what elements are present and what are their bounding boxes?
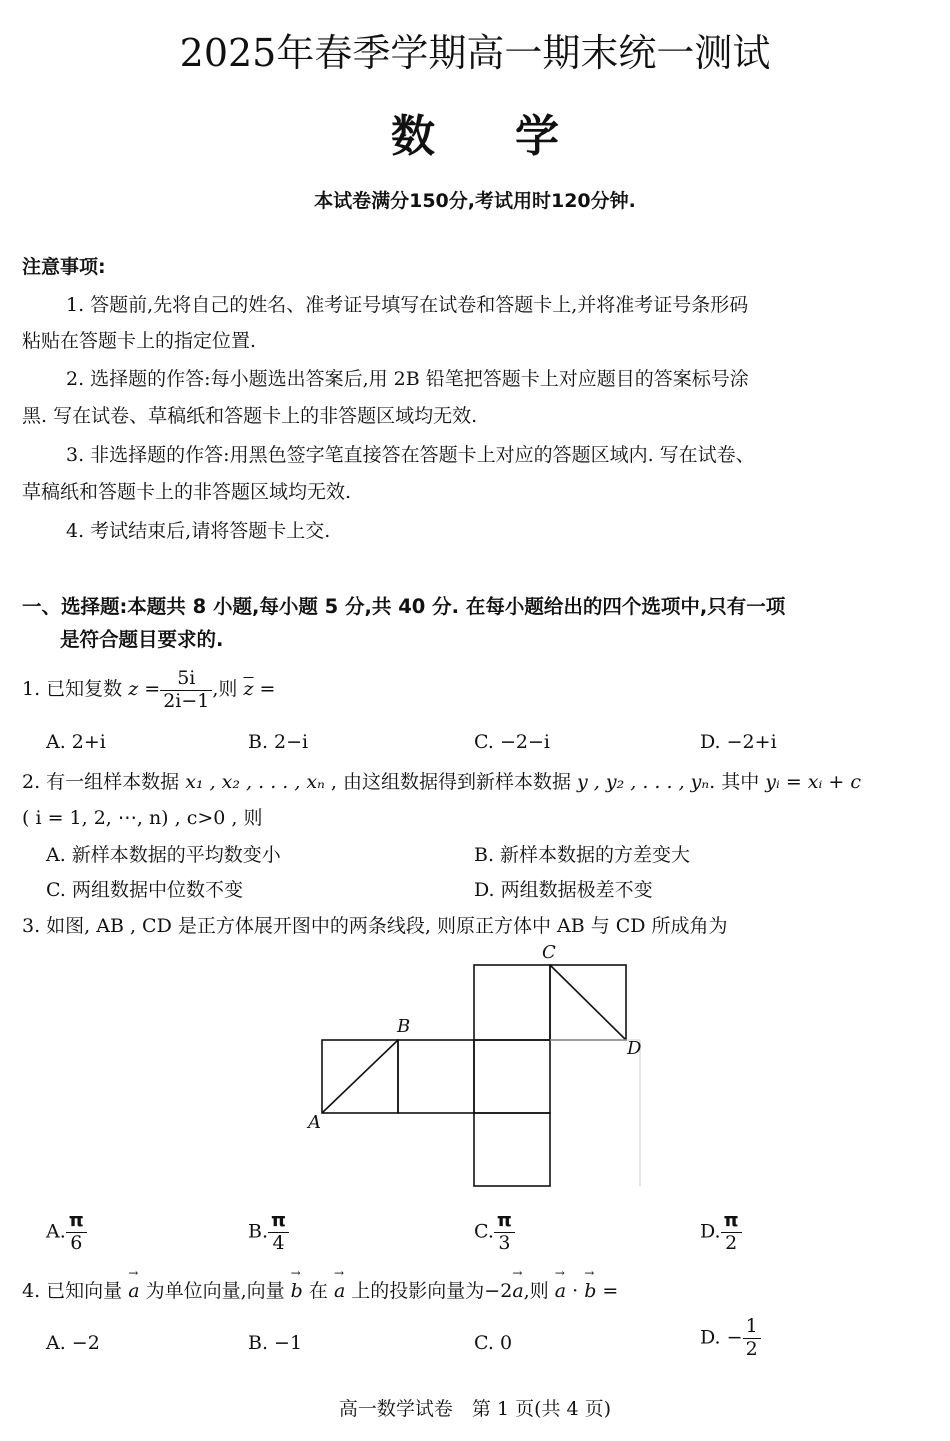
page-footer: 高一数学试卷 第 1 页(共 4 页)	[338, 1398, 612, 1420]
q1-option-b: B. 2−i	[248, 731, 309, 753]
question-2-line-1	[22, 767, 861, 794]
q1-end: =	[253, 678, 276, 700]
label-c: C	[542, 942, 556, 963]
q3-option-b-fraction	[268, 1210, 289, 1255]
q2-text-c: . 其中	[709, 771, 766, 793]
q1-fraction	[160, 668, 212, 713]
q1-option-a: A. 2+i	[46, 731, 106, 753]
label-a: A	[308, 1112, 321, 1133]
q3-option-a	[46, 1210, 87, 1255]
q3-option-a-den: 6	[70, 1231, 83, 1254]
q4-text-c: 在	[302, 1280, 334, 1302]
q3-option-d-label: D.	[700, 1220, 721, 1243]
q2-option-c: C. 两组数据中位数不变	[46, 879, 243, 901]
q4-option-d-label: D. −	[700, 1326, 743, 1349]
net-square-top-left	[474, 965, 550, 1040]
q4-vector-a-2: → a	[334, 1280, 345, 1302]
q3-option-c-den: 3	[498, 1231, 511, 1254]
q2-data-x: x₁ , x₂ , . . . , xₙ	[185, 771, 325, 793]
q4-option-b: B. −1	[248, 1332, 303, 1354]
q2-data-y: y , y₂ , . . . , yₙ	[577, 771, 710, 793]
q3-option-a-fraction	[66, 1210, 87, 1255]
notice-item-3-line-1: 3. 非选择题的作答:用黑色签字笔直接答在答题卡上对应的答题区域内. 写在试卷、	[66, 444, 755, 466]
q1-numerator: 5i	[160, 668, 212, 691]
q4-option-d-num: 1	[743, 1316, 761, 1339]
label-d: D	[627, 1038, 642, 1059]
notice-item-2-line-2: 黑. 写在试卷、草稿纸和答题卡上的非答题区域均无效.	[22, 405, 478, 427]
q3-option-c	[474, 1210, 515, 1255]
q4-vector-a-4: → a	[555, 1280, 566, 1302]
q3-option-d	[700, 1210, 742, 1255]
q4-option-d	[700, 1316, 761, 1361]
q4-text-b: 为单位向量,向量	[139, 1280, 291, 1302]
q4-text-g: =	[596, 1280, 619, 1302]
notice-item-2-line-1: 2. 选择题的作答:每小题选出答案后,用 2B 铅笔把答题卡上对应题目的答案标号涂	[66, 368, 749, 390]
q3-option-d-num: π	[721, 1210, 742, 1233]
section-heading-line-2: 是符合题目要求的.	[60, 628, 224, 651]
q1-denominator: 2i−1	[163, 689, 210, 712]
q3-option-b-num: π	[268, 1210, 289, 1233]
q1-prefix: 1. 已知复数	[22, 678, 129, 700]
section-heading	[22, 590, 785, 656]
net-square-bottom	[474, 1113, 550, 1186]
label-b: B	[397, 1016, 411, 1037]
q4-vector-b: → b	[291, 1280, 303, 1302]
q4-vector-a-3: → a	[512, 1280, 523, 1302]
q4-text-d: 上的投影向量为−2	[345, 1280, 513, 1302]
segment-cd	[550, 965, 626, 1040]
q4-text-a: 4. 已知向量	[22, 1280, 129, 1302]
q3-option-c-label: C.	[474, 1220, 494, 1243]
section-heading-line-1: 一、选择题:本题共 8 小题,每小题 5 分,共 40 分. 在每小题给出的四个选项中,只有一项	[22, 595, 786, 618]
q3-option-c-num: π	[494, 1210, 515, 1233]
net-square-middle-2	[474, 1040, 550, 1113]
q1-z-eq: z =	[128, 678, 161, 700]
q4-dot: ·	[566, 1280, 585, 1302]
q2-option-b: B. 新样本数据的方差变大	[474, 844, 691, 866]
q3-option-b	[248, 1210, 289, 1255]
q3-option-c-fraction	[494, 1210, 515, 1255]
q2-option-a: A. 新样本数据的平均数变小	[46, 844, 281, 866]
cube-net-figure	[300, 940, 660, 1195]
question-1	[22, 664, 275, 714]
question-4	[22, 1276, 618, 1303]
notice-heading: 注意事项:	[22, 256, 106, 278]
subject-title: 数学	[391, 111, 639, 162]
q3-option-b-label: B.	[248, 1220, 269, 1243]
q1-zbar: $\overline{z}$	[243, 678, 254, 700]
q3-option-b-den: 4	[272, 1231, 285, 1254]
notice-item-3-line-2: 草稿纸和答题卡上的非答题区域均无效.	[22, 481, 352, 503]
q4-text-e: ,则	[523, 1280, 555, 1302]
notice-item-4: 4. 考试结束后,请将答题卡上交.	[66, 520, 331, 542]
q2-equation: yᵢ = xᵢ + c	[765, 771, 861, 793]
q2-text-a: 2. 有一组样本数据	[22, 771, 186, 793]
q4-option-c: C. 0	[474, 1332, 513, 1354]
q3-option-d-den: 2	[725, 1231, 738, 1254]
q4-option-d-den: 2	[745, 1337, 758, 1360]
notice-item-1-line-1: 1. 答题前,先将自己的姓名、准考证号填写在试卷和答题卡上,并将准考证号条形码	[66, 294, 749, 316]
q3-option-a-num: π	[66, 1210, 87, 1233]
segment-ab	[322, 1040, 398, 1113]
q4-vector-b-2: → b	[584, 1280, 596, 1302]
question-2-line-2: ( i = 1, 2, ⋯, n) , c>0 , 则	[22, 807, 263, 829]
q4-vector-a: → a	[128, 1280, 139, 1302]
q3-option-d-fraction	[721, 1210, 742, 1255]
exam-title: 2025年春季学期高一期末统一测试	[179, 31, 771, 75]
q1-option-d: D. −2+i	[700, 731, 777, 753]
q1-option-c: C. −2−i	[474, 731, 550, 753]
net-square-middle-1	[398, 1040, 474, 1113]
notice-item-1-line-2: 粘贴在答题卡上的指定位置.	[22, 330, 257, 352]
q4-option-d-fraction	[743, 1316, 761, 1361]
question-3: 3. 如图, AB , CD 是正方体展开图中的两条线段, 则原正方体中 AB 与 CD 所成角为	[22, 915, 728, 937]
exam-info: 本试卷满分150分,考试用时120分钟.	[314, 190, 636, 212]
q3-option-a-label: A.	[46, 1220, 66, 1243]
q4-option-a: A. −2	[46, 1332, 100, 1354]
q1-suffix: ,则	[212, 678, 244, 700]
q2-option-d: D. 两组数据极差不变	[474, 879, 653, 901]
q2-text-b: , 由这组数据得到新样本数据	[324, 771, 578, 793]
